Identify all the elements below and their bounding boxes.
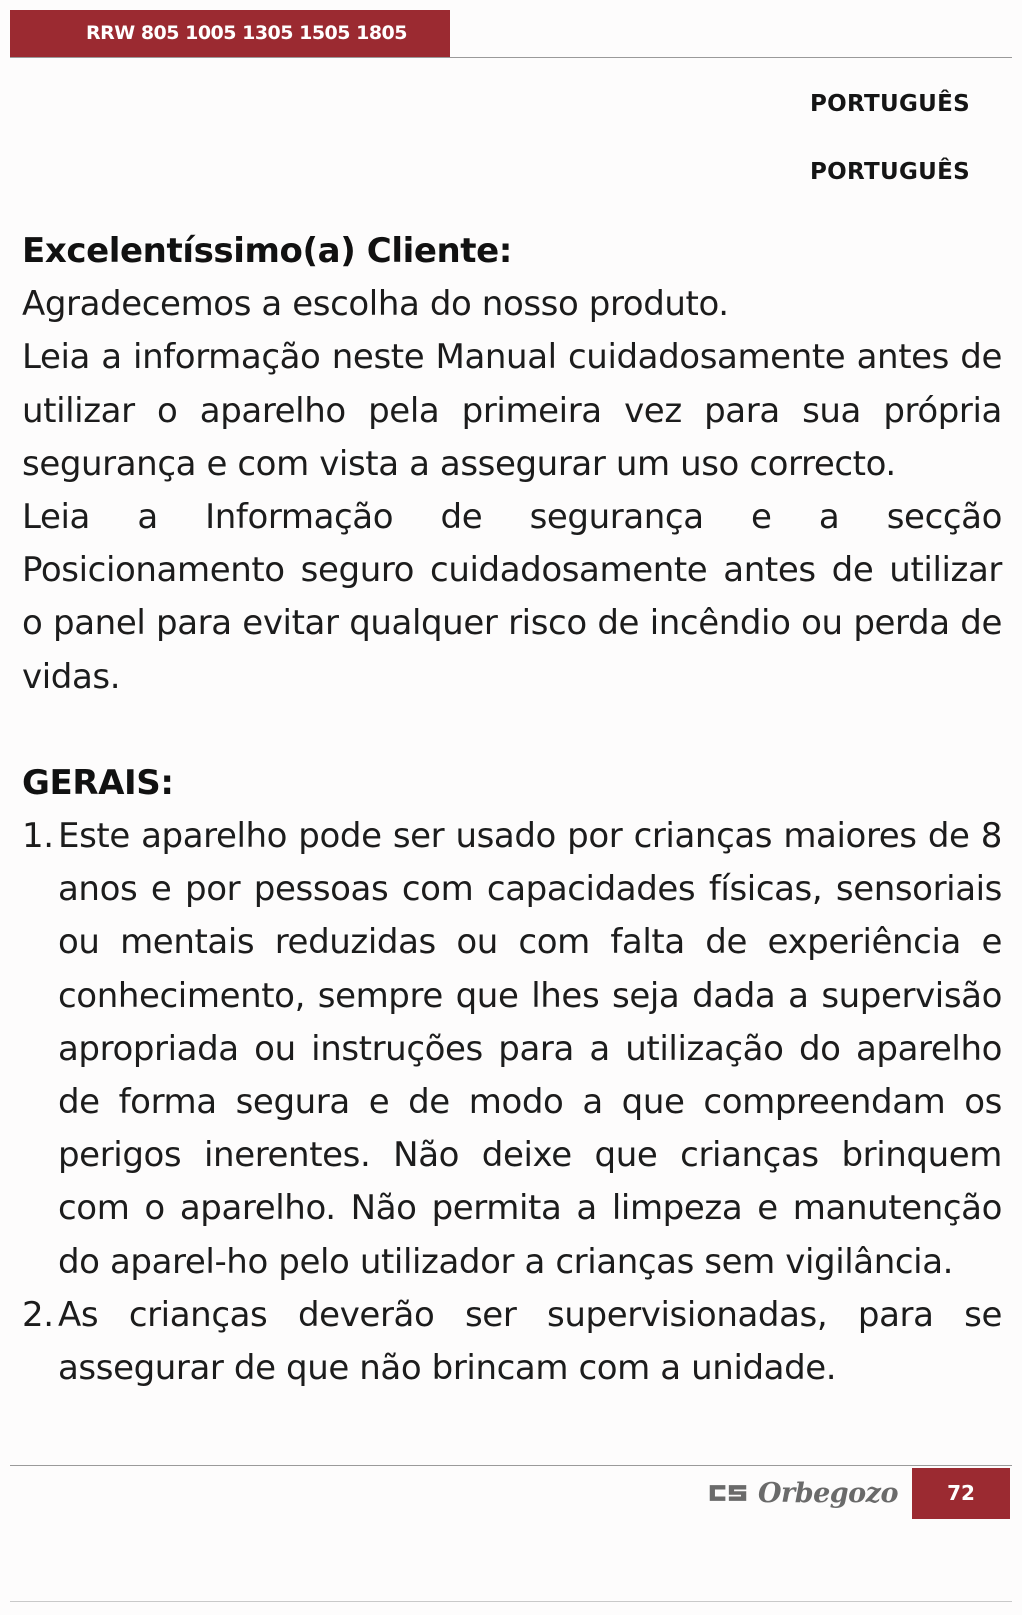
- intro-paragraph: Leia a informação neste Manual cuidadosamente antes de utilizar o aparelho pela primeira vez para sua própria segurança e com vista a assegurar um uso correcto.: [22, 337, 1002, 484]
- language-label-secondary: PORTUGUÊS: [810, 159, 970, 185]
- section-spacer: [22, 704, 1002, 757]
- list-item-number: 2.: [22, 1294, 54, 1335]
- page-number-badge: [912, 1468, 1010, 1519]
- header-divider: [10, 57, 1012, 58]
- model-codes-tab: [10, 10, 450, 57]
- footer-divider: [10, 1465, 1012, 1466]
- model-codes: RRW 805 1005 1305 1505 1805: [86, 22, 407, 44]
- brand-logo: [708, 1474, 898, 1512]
- safety-paragraph: Leia a Informação de segurança e a secção Posicionamento seguro cuidadosamente antes de utilizar o panel para evitar qualquer risco de incêndio ou perda de vidas.: [22, 497, 1002, 697]
- list-item-text: As crianças deverão ser supervisionadas, para se assegurar de que não brincam com a unidade.: [58, 1294, 1002, 1389]
- brand-mark-icon: [708, 1480, 748, 1506]
- page-number: 72: [947, 1481, 975, 1505]
- list-item-number: 1.: [22, 816, 54, 857]
- manual-body: [22, 225, 1002, 1395]
- language-label: PORTUGUÊS: [810, 91, 970, 117]
- brand-wordmark: Orbegozo: [757, 1477, 898, 1509]
- list-item: [22, 1289, 1002, 1395]
- list-item: [22, 810, 1002, 1289]
- greeting-heading: Excelentíssimo(a) Cliente:: [22, 231, 513, 271]
- thanks-line: Agradecemos a escolha do nosso produto.: [22, 284, 729, 325]
- list-item-text: Este aparelho pode ser usado por crianças maiores de 8 anos e por pessoas com capacidades físicas, sensoriais ou mentais reduzidas ou com falta de experiência e conhecimento, sempre que lhes seja dada a supervisão apropriada ou instruções para a utilização do aparelho de forma segura e de modo a que compreendam os perigos inerentes. Não deixe que crianças brinquem com o aparelho. Não permita a limpeza e manutenção do aparel-ho pelo utilizador a crianças sem vigilância.: [58, 816, 1002, 1282]
- page-bottom-divider: [10, 1601, 1012, 1602]
- section-title: GERAIS:: [22, 762, 174, 803]
